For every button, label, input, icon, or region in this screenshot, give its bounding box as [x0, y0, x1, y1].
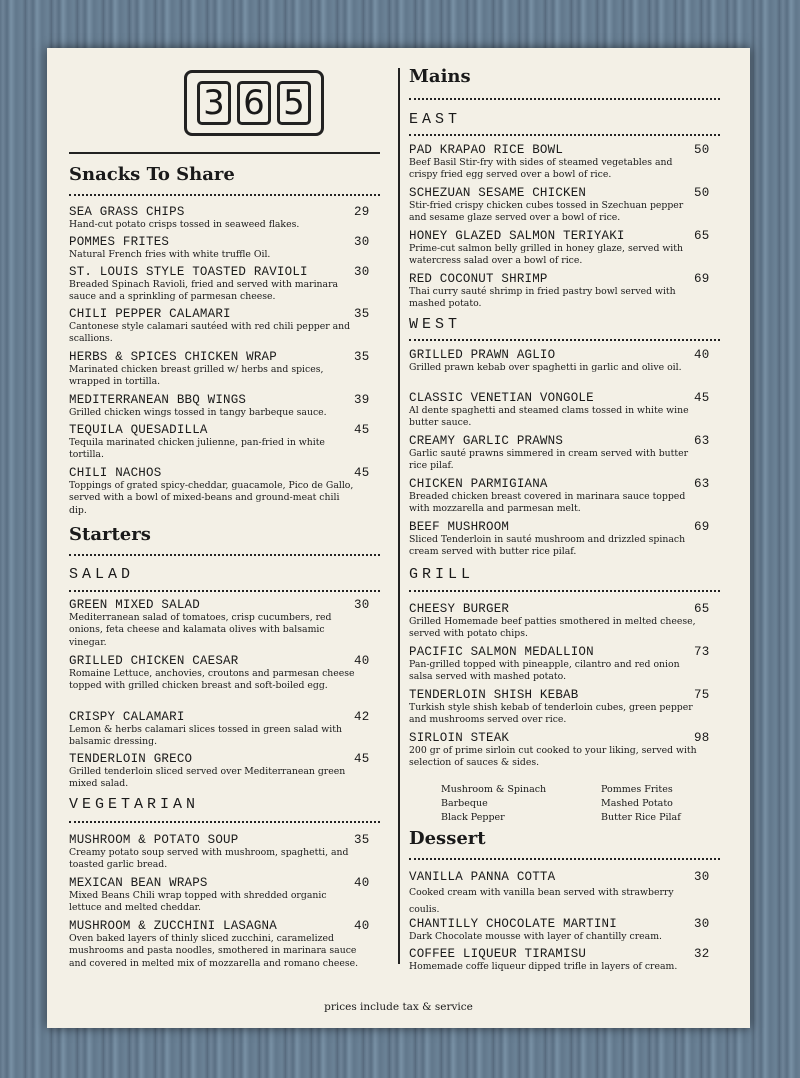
menu-item: [69, 205, 380, 231]
item-description: Mixed Beans Chili wrap topped with shredded organic lettuce and melted cheddar.: [69, 890, 327, 914]
logo-digit: 3: [197, 81, 231, 125]
item-description: Lemon & herbs calamari slices tossed in green salad with balsamic dressing.: [69, 724, 342, 748]
item-price: 73: [694, 645, 710, 659]
menu-item: [409, 602, 720, 641]
item-description: Beef Basil Stir-fry with sides of steamed vegetables and crispy fried egg served over a bowl of rice.: [409, 157, 673, 181]
item-price: 35: [354, 350, 370, 364]
item-price: 42: [354, 710, 370, 724]
menu-item: [69, 876, 380, 915]
item-description: Grilled Homemade beef patties smothered in melted cheese, served with potato chips.: [409, 616, 696, 640]
item-description: Creamy potato soup served with mushroom, spaghetti, and toasted garlic bread.: [69, 847, 349, 871]
menu-item: [69, 265, 380, 304]
menu-item: [409, 731, 720, 770]
subsection-title-east: EAST: [409, 111, 462, 128]
item-description: Stir-fried crispy chicken cubes tossed in Szechuan pepper and sesame glaze served over a bowl of rice.: [409, 200, 684, 224]
logo-digit: 6: [237, 81, 271, 125]
dotted-divider: [69, 821, 380, 823]
menu-item: [69, 350, 380, 389]
item-description: Grilled prawn kebab over spaghetti in garlic and olive oil.: [409, 362, 682, 373]
item-price: 45: [354, 752, 370, 766]
item-name: ST. LOUIS STYLE TOASTED RAVIOLI: [69, 265, 308, 279]
menu-item: [409, 434, 720, 473]
item-price: 45: [354, 466, 370, 480]
item-name: MEDITERRANEAN BBQ WINGS: [69, 393, 247, 407]
section-title-snacks: Snacks To Share: [69, 164, 235, 185]
item-name: MUSHROOM & ZUCCHINI LASAGNA: [69, 919, 277, 933]
item-description: Cantonese style calamari sautéed with red chili pepper and scallions.: [69, 321, 351, 345]
dotted-divider: [69, 554, 380, 556]
menu-item: [409, 917, 720, 943]
item-name: TENDERLOIN GRECO: [69, 752, 193, 766]
item-name: PACIFIC SALMON MEDALLION: [409, 645, 594, 659]
price-note: prices include tax & service: [324, 1001, 473, 1013]
item-price: 40: [354, 876, 370, 890]
item-price: 40: [694, 348, 710, 362]
item-description: Homemade coffe liqueur dipped trifle in layers of cream.: [409, 961, 678, 972]
subsection-title-grill: GRILL: [409, 566, 475, 583]
item-description: Garlic sauté prawns simmered in cream served with butter rice pilaf.: [409, 448, 689, 472]
section-title-starters: Starters: [69, 524, 151, 545]
item-description: Tequila marinated chicken julienne, pan-fried in white tortilla.: [69, 437, 325, 461]
item-price: 30: [354, 265, 370, 279]
dotted-divider: [69, 590, 380, 592]
item-price: 75: [694, 688, 710, 702]
item-name: HERBS & SPICES CHICKEN WRAP: [69, 350, 277, 364]
item-name: CHICKEN PARMIGIANA: [409, 477, 548, 491]
item-description: Grilled tenderloin sliced served over Mediterranean green mixed salad.: [69, 766, 346, 790]
menu-item: [409, 688, 720, 727]
item-description: Romaine Lettuce, anchovies, croutons and parmesan cheese topped with grilled chicken breast and soft-boiled egg.: [69, 668, 355, 692]
item-description: Breaded chicken breast covered in marinara sauce topped with mozzarella and parmesan melt.: [409, 491, 686, 515]
item-name: CHILI PEPPER CALAMARI: [69, 307, 231, 321]
item-name: CHEESY BURGER: [409, 602, 510, 616]
item-name: RED COCONUT SHRIMP: [409, 272, 548, 286]
item-price: 35: [354, 833, 370, 847]
section-title-dessert: Dessert: [409, 828, 486, 849]
side-option: Pommes Frites: [601, 784, 673, 795]
item-description: Sliced Tenderloin in sauté mushroom and drizzled spinach cream served with butter rice pilaf.: [409, 534, 686, 558]
side-option: Black Pepper: [441, 812, 505, 823]
menu-item: [69, 235, 380, 261]
item-description: Prime-cut salmon belly grilled in honey glaze, served with watercress salad over a bowl of rice.: [409, 243, 683, 267]
menu-item: [69, 423, 380, 462]
dotted-divider: [409, 98, 720, 100]
item-price: 29: [354, 205, 370, 219]
item-price: 45: [354, 423, 370, 437]
item-name: CLASSIC VENETIAN VONGOLE: [409, 391, 594, 405]
item-price: 65: [694, 229, 710, 243]
subsection-title-west: WEST: [409, 316, 462, 333]
menu-item: [69, 466, 380, 517]
item-description: Mediterranean salad of tomatoes, crisp cucumbers, red onions, feta cheese and kalamata olives with balsamic vinegar.: [69, 612, 332, 648]
item-price: 30: [354, 598, 370, 612]
item-description: Cooked cream with vanilla bean served with strawberry coulis.: [409, 887, 674, 915]
menu-item: [69, 710, 380, 749]
logo-divider: [69, 152, 380, 154]
item-price: 50: [694, 186, 710, 200]
item-name: SCHEZUAN SESAME CHICKEN: [409, 186, 587, 200]
item-price: 30: [694, 870, 710, 884]
menu-item: [409, 477, 720, 516]
menu-item: [409, 391, 720, 430]
item-name: TENDERLOIN SHISH KEBAB: [409, 688, 579, 702]
item-name: POMMES FRITES: [69, 235, 170, 249]
menu-item: [69, 919, 380, 970]
item-name: SIRLOIN STEAK: [409, 731, 510, 745]
item-description: Thai curry sauté shrimp in fried pastry bowl served with mashed potato.: [409, 286, 676, 310]
item-name: COFFEE LIQUEUR TIRAMISU: [409, 947, 587, 961]
section-title-mains: Mains: [409, 66, 471, 87]
item-name: CREAMY GARLIC PRAWNS: [409, 434, 564, 448]
menu-item: [409, 870, 720, 918]
item-price: 63: [694, 434, 710, 448]
item-price: 50: [694, 143, 710, 157]
item-price: 39: [354, 393, 370, 407]
menu-item: [409, 272, 720, 311]
dotted-divider: [409, 134, 720, 136]
item-name: TEQUILA QUESADILLA: [69, 423, 208, 437]
item-price: 63: [694, 477, 710, 491]
item-name: GREEN MIXED SALAD: [69, 598, 200, 612]
item-name: MEXICAN BEAN WRAPS: [69, 876, 208, 890]
menu-item: [409, 186, 720, 225]
item-price: 65: [694, 602, 710, 616]
column-divider: [398, 68, 400, 964]
menu-item: [409, 520, 720, 559]
item-description: Oven baked layers of thinly sliced zucchini, caramelized mushrooms and pasta noodles, smothered in marinara sauce and covered in melted mix of mozzarella and romano cheese.: [69, 933, 359, 969]
item-description: Grilled chicken wings tossed in tangy barbeque sauce.: [69, 407, 327, 418]
side-option: Mashed Potato: [601, 798, 673, 809]
subsection-title-salad: SALAD: [69, 566, 135, 583]
menu-item: [69, 598, 380, 649]
item-description: Dark Chocolate mousse with layer of chantilly cream.: [409, 931, 662, 942]
item-description: 200 gr of prime sirloin cut cooked to your liking, served with selection of sauces & sides.: [409, 745, 697, 769]
item-description: Hand-cut potato crisps tossed in seaweed flakes.: [69, 219, 300, 230]
item-name: CHANTILLY CHOCOLATE MARTINI: [409, 917, 617, 931]
dotted-divider: [409, 339, 720, 341]
restaurant-logo: [184, 70, 324, 136]
item-price: 32: [694, 947, 710, 961]
menu-item: [69, 654, 380, 693]
menu-item: [69, 752, 380, 791]
item-name: SEA GRASS CHIPS: [69, 205, 185, 219]
menu-page: [47, 48, 750, 1028]
menu-item: [69, 307, 380, 346]
item-price: 30: [694, 917, 710, 931]
item-description: Al dente spaghetti and steamed clams tossed in white wine butter sauce.: [409, 405, 689, 429]
item-description: Marinated chicken breast grilled w/ herbs and spices, wrapped in tortilla.: [69, 364, 324, 388]
logo-digit: 5: [277, 81, 311, 125]
item-price: 40: [354, 654, 370, 668]
item-name: VANILLA PANNA COTTA: [409, 870, 556, 884]
item-description: Natural French fries with white truffle Oil.: [69, 249, 271, 260]
item-name: GRILLED PRAWN AGLIO: [409, 348, 556, 362]
menu-item: [409, 645, 720, 684]
item-name: CRISPY CALAMARI: [69, 710, 185, 724]
item-price: 40: [354, 919, 370, 933]
menu-item: [409, 143, 720, 182]
item-description: Breaded Spinach Ravioli, fried and served with marinara sauce and a sprinkling of parmesan cheese.: [69, 279, 339, 303]
item-price: 35: [354, 307, 370, 321]
side-option: Barbeque: [441, 798, 488, 809]
subsection-title-vegetarian: VEGETARIAN: [69, 796, 200, 813]
item-name: BEEF MUSHROOM: [409, 520, 510, 534]
menu-item: [69, 393, 380, 419]
item-description: Pan-grilled topped with pineapple, cilantro and red onion salsa served with mashed potato.: [409, 659, 680, 683]
item-description: Toppings of grated spicy-cheddar, guacamole, Pico de Gallo, served with a bowl of mixed-beans and ground-meat chili dip.: [69, 480, 354, 516]
item-name: CHILI NACHOS: [69, 466, 162, 480]
menu-item: [409, 229, 720, 268]
item-price: 69: [694, 520, 710, 534]
dotted-divider: [409, 858, 720, 860]
item-price: 98: [694, 731, 710, 745]
item-price: 30: [354, 235, 370, 249]
menu-item: [409, 348, 720, 374]
item-price: 69: [694, 272, 710, 286]
item-name: HONEY GLAZED SALMON TERIYAKI: [409, 229, 625, 243]
item-name: MUSHROOM & POTATO SOUP: [69, 833, 239, 847]
side-option: Mushroom & Spinach: [441, 784, 547, 795]
menu-item: [69, 833, 380, 872]
menu-item: [409, 947, 720, 973]
item-price: 45: [694, 391, 710, 405]
item-name: PAD KRAPAO RICE BOWL: [409, 143, 564, 157]
dotted-divider: [409, 590, 720, 592]
item-description: Turkish style shish kebab of tenderloin cubes, green pepper and mushrooms served over rice.: [409, 702, 693, 726]
item-name: GRILLED CHICKEN CAESAR: [69, 654, 239, 668]
dotted-divider: [69, 194, 380, 196]
side-option: Butter Rice Pilaf: [601, 812, 681, 823]
